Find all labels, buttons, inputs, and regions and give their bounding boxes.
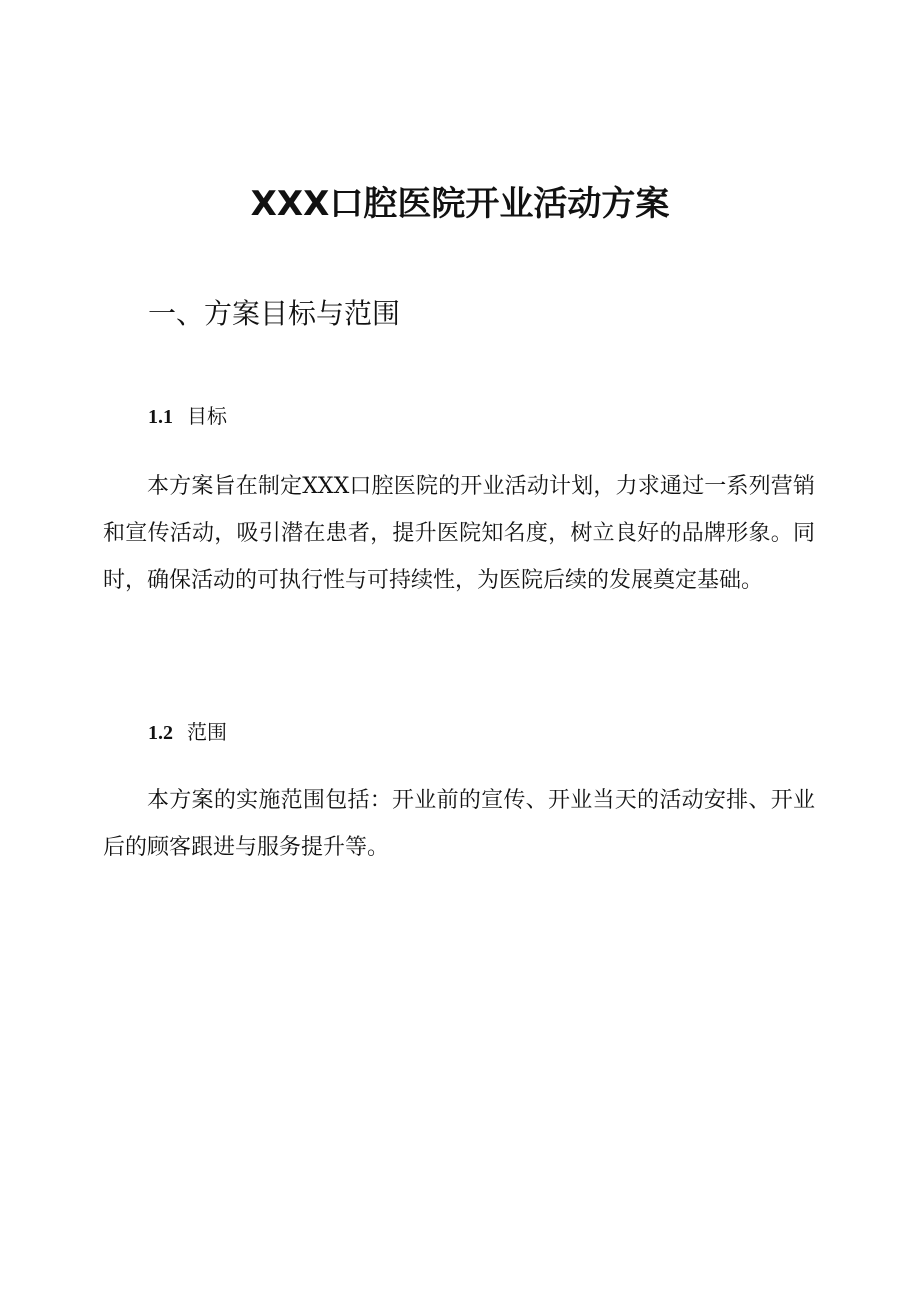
subheading-goal-label: 目标 xyxy=(187,404,227,428)
subheading-scope xyxy=(148,716,227,749)
document-title: XXX口腔医院开业活动方案 xyxy=(250,184,670,224)
subheading-scope-label: 范围 xyxy=(187,720,227,744)
subheading-goal-number: 1.1 xyxy=(148,406,173,428)
section-heading-goals-scope: 一、方案目标与范围 xyxy=(148,297,401,330)
subheading-scope-number: 1.2 xyxy=(148,722,173,744)
goal-paragraph: 本方案旨在制定XXX口腔医院的开业活动计划，力求通过一系列营销和宣传活动，吸引潜在患者，提升医院知名度，树立良好的品牌形象。同时，确保活动的可执行性与可持续性，为医院后续的发展奠定基础。 xyxy=(103,474,815,593)
subheading-goal xyxy=(148,400,227,433)
scope-paragraph: 本方案的实施范围包括：开业前的宣传、开业当天的活动安排、开业后的顾客跟进与服务提升等。 xyxy=(103,788,815,860)
